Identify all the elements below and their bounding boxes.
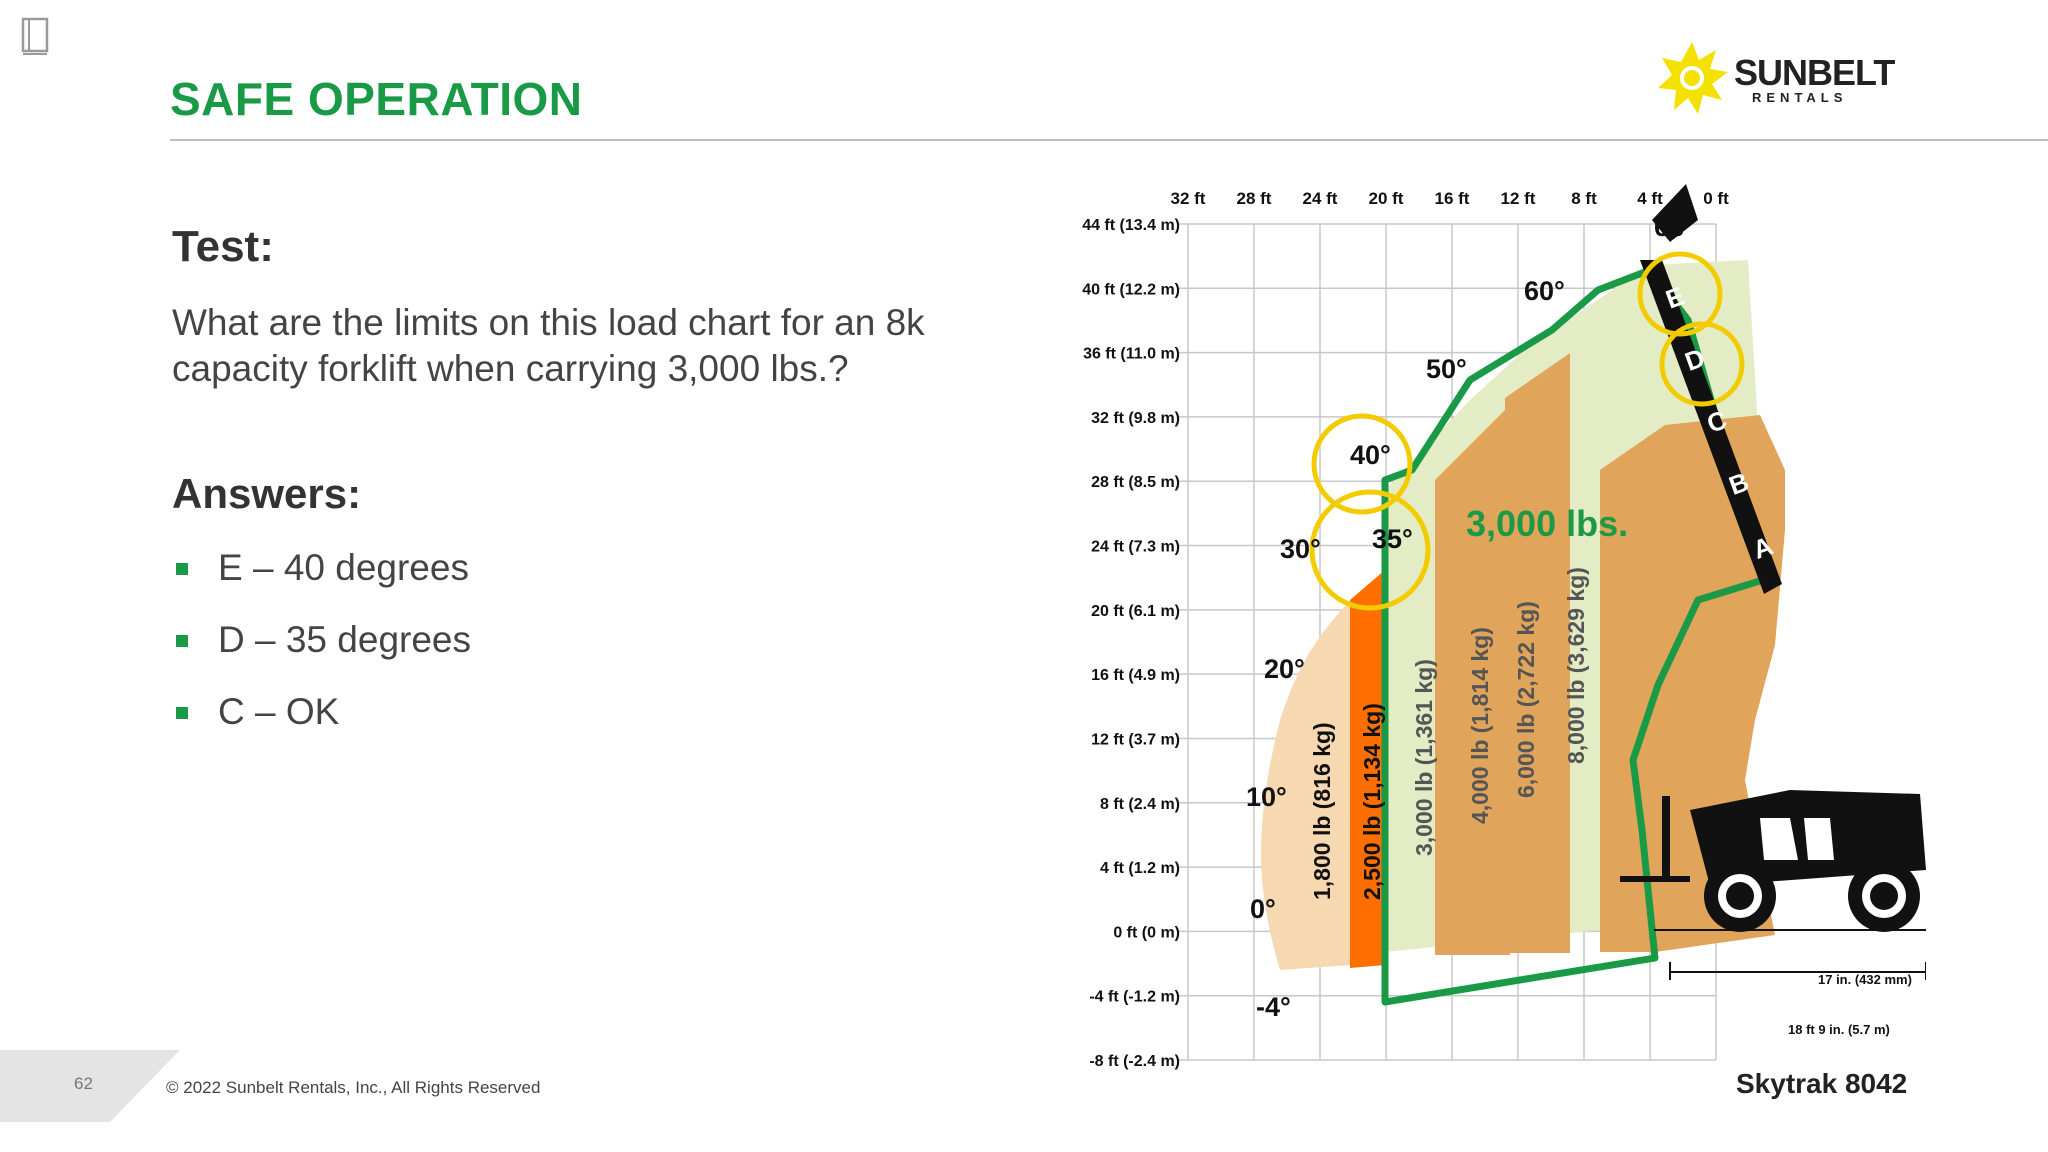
logo-wordmark: SUNBELT (1734, 52, 1895, 93)
y-tick-label: 40 ft (12.2 m) (1082, 281, 1180, 299)
logo-subtitle: RENTALS (1752, 90, 1848, 105)
x-tick-label: 20 ft (1368, 189, 1404, 208)
test-heading: Test: (172, 222, 274, 271)
y-tick-label: 36 ft (11.0 m) (1083, 345, 1180, 363)
dimension-length-label: 18 ft 9 in. (5.7 m) (1788, 1022, 1890, 1037)
copyright-text: © 2022 Sunbelt Rentals, Inc., All Rights Reserved (166, 1078, 541, 1097)
zone-label: 8,000 lb (3,629 kg) (1563, 567, 1589, 764)
angle-label: 30° (1280, 534, 1321, 564)
boom-section-label: A (1748, 530, 1777, 565)
y-tick-label: 24 ft (7.3 m) (1091, 538, 1180, 556)
boom-section-label: C (1702, 404, 1731, 439)
book-icon[interactable] (20, 16, 52, 56)
answer-item (172, 618, 471, 690)
angle-label: 20° (1264, 654, 1305, 684)
page-number: 62 (74, 1074, 93, 1093)
x-tick-label: 0 ft (1703, 189, 1729, 208)
zone-label: 4,000 lb (1,814 kg) (1467, 627, 1493, 824)
bullet-icon (176, 635, 188, 647)
y-tick-label: 0 ft (0 m) (1113, 924, 1180, 942)
y-tick-label: -4 ft (-1.2 m) (1089, 988, 1180, 1006)
question-text: What are the limits on this load chart for an 8k capacity forklift when carrying 3,000 lbs.? (172, 302, 925, 389)
slide-title: SAFE OPERATION (170, 73, 583, 125)
x-tick-label: 12 ft (1500, 189, 1536, 208)
x-tick-label: 24 ft (1302, 189, 1338, 208)
zone-label: 6,000 lb (2,722 kg) (1513, 601, 1539, 798)
angle-label: -4° (1256, 992, 1291, 1022)
boom-section-label: D (1680, 342, 1709, 377)
x-tick-label: 16 ft (1434, 189, 1470, 208)
bullet-icon (176, 707, 188, 719)
y-tick-label: 4 ft (1.2 m) (1099, 860, 1180, 878)
answers-heading: Answers: (172, 470, 362, 517)
y-tick-label: 16 ft (4.9 m) (1091, 667, 1180, 685)
y-tick-label: -8 ft (-2.4 m) (1089, 1053, 1180, 1070)
y-tick-label: 28 ft (8.5 m) (1091, 474, 1180, 492)
y-tick-label: 32 ft (9.8 m) (1091, 409, 1180, 427)
zone-label: 3,000 lb (1,361 kg) (1411, 659, 1437, 856)
angle-label: 50° (1426, 354, 1467, 384)
x-tick-label: 8 ft (1571, 189, 1597, 208)
angle-label: 40° (1350, 440, 1391, 470)
angle-label: 60° (1524, 276, 1565, 306)
boom-section-label: B (1724, 466, 1753, 501)
y-tick-label: 44 ft (13.4 m) (1082, 217, 1180, 234)
boom-section-label: E (1661, 280, 1689, 315)
load-chart (1050, 180, 1926, 1100)
bullet-icon (176, 563, 188, 575)
angle-label: 68° (1654, 212, 1695, 242)
x-tick-label: 4 ft (1637, 189, 1663, 208)
angle-label: 35° (1372, 524, 1413, 554)
zone-label: 1,800 lb (816 kg) (1309, 722, 1335, 900)
y-tick-label: 20 ft (6.1 m) (1091, 602, 1180, 620)
answer-text: C – OK (218, 691, 340, 732)
x-tick-label: 28 ft (1236, 189, 1272, 208)
y-tick-label: 8 ft (2.4 m) (1099, 795, 1180, 813)
capacity-highlight-label: 3,000 lbs. (1466, 503, 1629, 544)
dimension-clearance-label: 17 in. (432 mm) (1818, 972, 1912, 987)
angle-label: 10° (1246, 782, 1287, 812)
answer-text: E – 40 degrees (218, 547, 469, 588)
header-divider (170, 139, 2048, 141)
answer-item (172, 690, 471, 762)
zone-label: 2,500 lb (1,134 kg) (1359, 703, 1385, 900)
x-tick-label: 32 ft (1170, 189, 1206, 208)
y-tick-label: 12 ft (3.7 m) (1091, 731, 1180, 749)
chart-caption: Skytrak 8042 (1736, 1068, 1908, 1099)
answer-text: D – 35 degrees (218, 619, 472, 660)
answer-list (172, 546, 471, 762)
angle-label: 0° (1250, 894, 1276, 924)
answer-item (172, 546, 471, 618)
